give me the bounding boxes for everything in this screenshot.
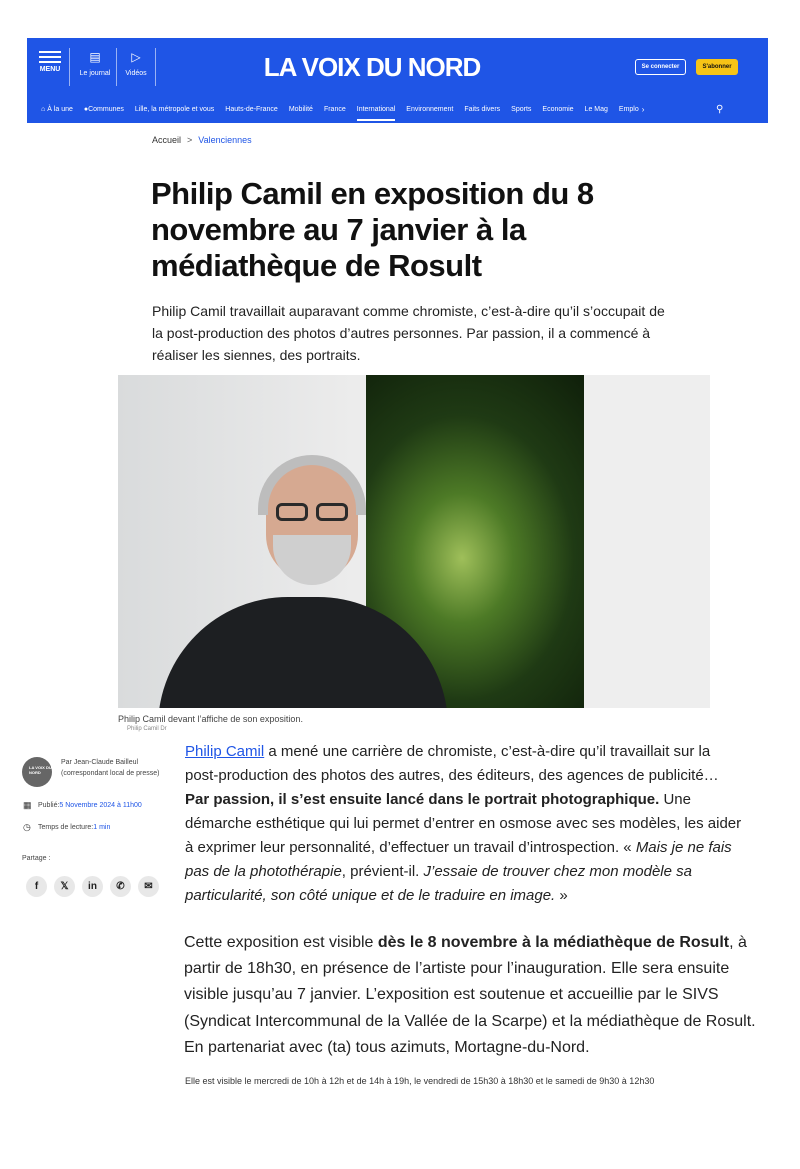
journal-label: Le journal <box>79 70 111 77</box>
author-name[interactable]: Par Jean-Claude Bailleul <box>61 759 139 766</box>
published-date: ▦ Publié: 5 Novembre 2024 à 11h00 <box>23 800 142 810</box>
breadcrumb-home[interactable]: Accueil <box>152 135 182 145</box>
menu-button[interactable] <box>35 48 65 73</box>
nav-item-sports[interactable]: Sports <box>511 106 532 113</box>
nav-item-communes[interactable]: ●Communes <box>83 106 124 113</box>
share-label: Partage : <box>22 855 51 862</box>
article-title: Philip Camil en exposition du 8 novembre au 7 janvier à la médiathèque de Rosult <box>151 176 594 283</box>
photo-person-glasses <box>276 503 350 523</box>
login-button[interactable]: Se connecter <box>635 59 686 75</box>
breadcrumb-current[interactable]: Valenciennes <box>198 135 252 145</box>
breadcrumb <box>152 135 252 145</box>
clock-icon: ◷ <box>23 822 31 832</box>
play-icon: ▷ <box>131 50 141 64</box>
newspaper-icon: ▤ <box>89 50 101 64</box>
mail-icon[interactable]: ✉ <box>138 876 159 897</box>
main-nav <box>27 96 768 123</box>
menu-label: MENU <box>39 66 61 73</box>
photo-credit: Philip Camil Dr <box>127 726 167 732</box>
site-header <box>27 38 768 123</box>
article-lead: Philip Camil travaillait auparavant comme chromiste, c’est-à-dire qu’il s’occupait de la post-production des photos d’autres personnes. Par passion, il a commencé à réaliser les siennes, des portraits. <box>152 303 665 363</box>
opening-hours: Elle est visible le mercredi de 10h à 12h et de 14h à 19h, le vendredi de 15h30 à 18h30 et le samedi de 9h30 à 12h30 <box>185 1076 655 1086</box>
x-icon[interactable]: 𝕏 <box>54 876 75 897</box>
hamburger-icon <box>35 51 65 63</box>
article-paragraph-1: Philip Camil a mené une carrière de chromiste, c’est-à-dire qu’il travaillait sur la post-production des photos des autres, des éditeurs, des agences de publicité… Par passion, il s’est ensuite lancé dans le portrait photographique. Une démarche esthétique qui lui permet d’entrer en osmose avec ses modèles, les aider à exprimer leur personnalité, d’effectuer un travail d’introspection. « Mais je ne fais pas de la photothérapie, prévient-il. J’essaie de trouver chez mon modèle sa particularité, son côté unique et de le traduire en image. » <box>185 743 742 904</box>
videos-label: Vidéos <box>125 70 147 77</box>
facebook-icon[interactable]: f <box>26 876 47 897</box>
breadcrumb-separator: > <box>187 135 193 145</box>
nav-item-economie[interactable]: Economie <box>542 106 574 113</box>
nav-item-hauts-de-france[interactable]: Hauts-de-France <box>225 106 278 113</box>
whatsapp-icon[interactable]: ✆ <box>110 876 131 897</box>
author-avatar: LA VOIX DU NORD <box>22 757 52 787</box>
nav-item-lille[interactable]: Lille, la métropole et vous <box>134 106 215 113</box>
nav-item-a-la-une[interactable]: ⌂ À la une <box>41 106 73 113</box>
pin-icon: ● <box>83 106 89 113</box>
header-divider <box>69 48 70 86</box>
photo-wall-right <box>584 375 710 708</box>
author-role: (correspondant local de presse) <box>61 770 160 777</box>
home-icon: ⌂ <box>41 106 46 113</box>
search-icon[interactable]: ⚲ <box>716 104 724 115</box>
article-paragraph-2: Cette exposition est visible dès le 8 novembre à la médiathèque de Rosult, à partir de 18h30, en présence de l’artiste pour l’inauguration. Elle sera ensuite visible jusqu’au 7 janvier. L’exposition est soutenue et accueillie par le SIVS (Syndicat Intercommunal de la Vallée de la Scarpe) et la médiathèque de Rosult. En partenariat avec (ta) tous azimuts, Mortagne-du-Nord. <box>184 934 756 1056</box>
header-divider <box>155 48 156 86</box>
subscribe-button[interactable]: S'abonner <box>696 59 738 75</box>
nav-item-environnement[interactable]: Environnement <box>406 106 454 113</box>
nav-item-france[interactable]: France <box>323 106 346 113</box>
journal-link[interactable] <box>75 50 115 77</box>
site-logo[interactable]: LA VOIX DU NORD <box>263 52 481 82</box>
article-photo <box>118 375 710 708</box>
nav-item-international[interactable]: International <box>357 96 396 123</box>
nav-items <box>41 96 644 123</box>
nav-item-faits-divers[interactable]: Faits divers <box>464 106 501 113</box>
nav-item-mobilite[interactable]: Mobilité <box>288 106 313 113</box>
linkedin-icon[interactable]: in <box>82 876 103 897</box>
reading-time: ◷ Temps de lecture: 1 min <box>23 822 111 832</box>
chevron-right-icon[interactable]: › <box>641 105 645 114</box>
nav-item-le-mag[interactable]: Le Mag <box>584 106 608 113</box>
nav-item-emploi[interactable]: Emplo <box>618 106 639 113</box>
header-divider <box>116 48 117 86</box>
photo-caption: Philip Camil devant l’affiche de son exposition. <box>118 714 303 724</box>
calendar-icon: ▦ <box>23 800 32 810</box>
videos-link[interactable] <box>120 50 152 77</box>
header-top-bar <box>27 38 768 96</box>
philip-camil-link[interactable]: Philip Camil <box>185 743 265 760</box>
